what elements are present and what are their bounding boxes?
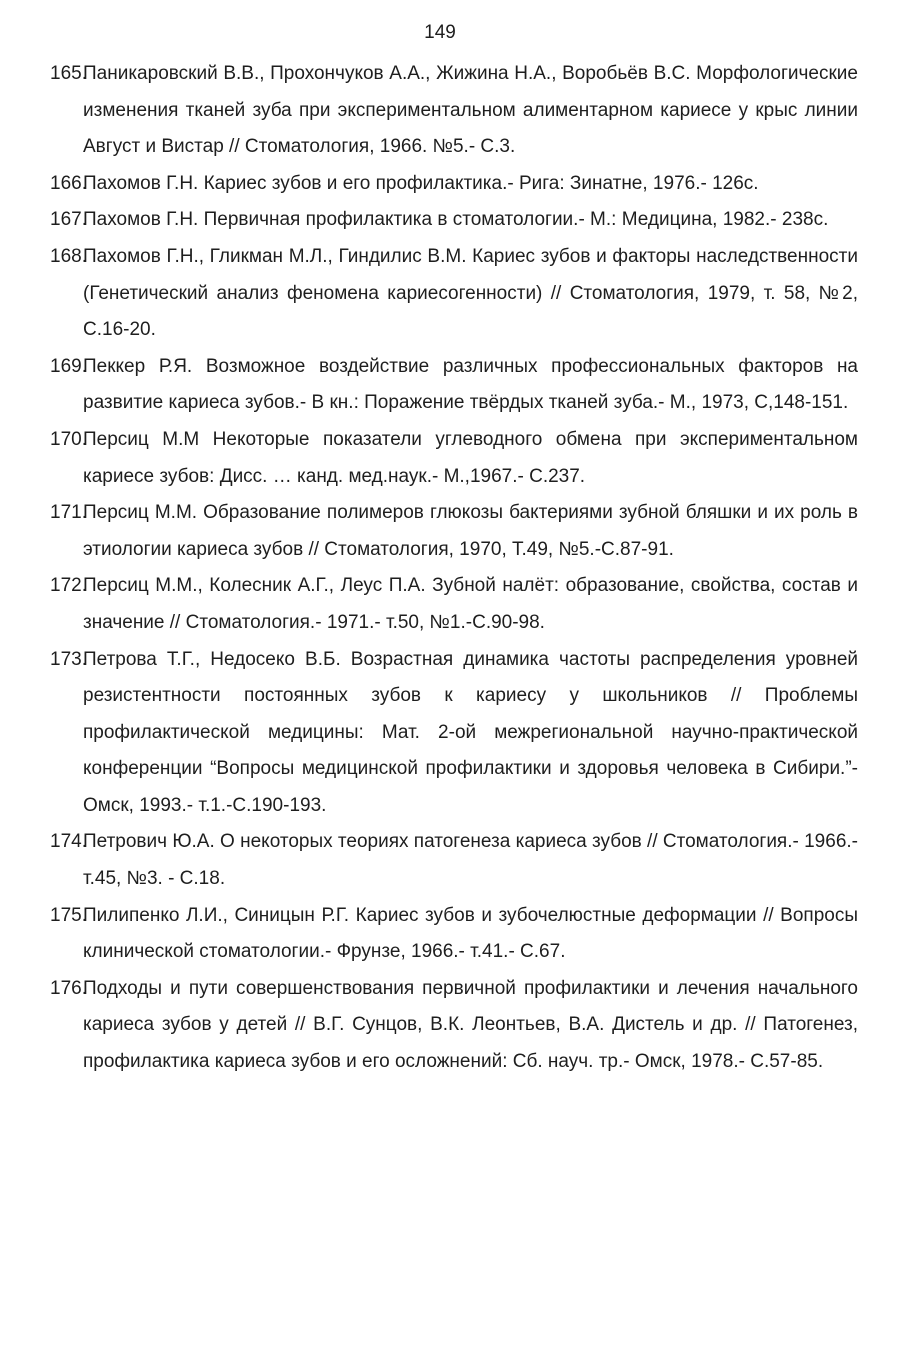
- reference-number: 171.: [50, 502, 87, 524]
- reference-text: Пеккер Р.Я. Возможное воздействие различных профессиональных факторов на развитие кариеса зубов.- В кн.: Поражение твёрдых тканей зуба.- М., 1973, С,148-151.: [83, 355, 858, 414]
- reference-item: [50, 495, 858, 568]
- reference-number: 173.: [50, 648, 87, 670]
- reference-item: [50, 349, 858, 422]
- reference-text: Пилипенко Л.И., Синицын Р.Г. Кариес зубов и зубочелюстные деформации // Вопросы клинической стоматологии.- Фрунзе, 1966.- т.41.- С.67.: [83, 904, 858, 963]
- reference-item: [50, 971, 858, 1081]
- reference-text: Подходы и пути совершенствования первичной профилактики и лечения начального кариеса зубов у детей // В.Г. Сунцов, В.К. Леонтьев, В.А. Дистель и др. // Патогенез, профилактика кариеса зубов и его осложнений: Сб. науч. тр.- Омск, 1978.- С.57-85.: [83, 977, 858, 1073]
- reference-number: 176.: [50, 977, 87, 999]
- reference-number: 168.: [50, 245, 87, 267]
- reference-number: 174.: [50, 831, 87, 853]
- reference-item: [50, 824, 858, 897]
- reference-item: [50, 898, 858, 971]
- reference-item: [50, 166, 858, 203]
- reference-text: Персиц М.М. Образование полимеров глюкозы бактериями зубной бляшки и их роль в этиологии кариеса зубов // Стоматология, 1970, Т.49, №5.-С.87-91.: [83, 502, 858, 560]
- reference-text: Пахомов Г.Н. Кариес зубов и его профилактика.- Рига: Зинатне, 1976.- 126с.: [83, 172, 759, 194]
- reference-item: [50, 642, 858, 825]
- reference-text: Петрович Ю.А. О некоторых теориях патогенеза кариеса зубов // Стоматология.- 1966.- т.45, №3. - С.18.: [83, 831, 858, 890]
- reference-text: Персиц М.М., Колесник А.Г., Леус П.А. Зубной налёт: образование, свойства, состав и значение // Стоматология.- 1971.- т.50, №1.-С.90-98.: [83, 575, 858, 633]
- reference-text: Паникаровский В.В., Прохончуков А.А., Жижина Н.А., Воробьёв В.С. Морфологические изменения тканей зуба при экспериментальном алиментарном кариесе у крыс линии Август и Вистар // Стоматология, 1966. №5.- С.3.: [83, 63, 858, 158]
- reference-number: 169.: [50, 355, 87, 377]
- reference-text: Пахомов Г.Н. Первичная профилактика в стоматологии.- М.: Медицина, 1982.- 238с.: [83, 209, 829, 231]
- reference-text: Пахомов Г.Н., Гликман М.Л., Гиндилис В.М. Кариес зубов и факторы наследственности (Генетический анализ феномена кариесогенности) // Стоматология, 1979, т. 58, №2, С.16-20.: [83, 245, 858, 341]
- reference-number: 166.: [50, 172, 87, 194]
- reference-number: 170.: [50, 428, 87, 450]
- reference-item: [50, 568, 858, 641]
- reference-number: 172.: [50, 575, 87, 597]
- reference-text: Петрова Т.Г., Недосеко В.Б. Возрастная динамика частоты распределения уровней резистентности постоянных зубов к кариесу у школьников // Проблемы профилактической медицины: Мат. 2-ой межрегиональной научно-практической конференции “Вопросы медицинской профилактики и здоровья человека в Сибири.”- Омск, 1993.- т.1.-С.190-193.: [83, 648, 858, 816]
- reference-item: [50, 422, 858, 495]
- reference-item: [50, 239, 858, 349]
- reference-number: 175.: [50, 904, 87, 926]
- reference-text: Персиц М.М Некоторые показатели углеводного обмена при экспериментальном кариесе зубов: Дисс. … канд. мед.наук.- М.,1967.- С.237.: [83, 428, 858, 487]
- reference-item: [50, 56, 858, 166]
- reference-number: 167.: [50, 209, 87, 231]
- reference-number: 165.: [50, 63, 87, 84]
- reference-list: [50, 56, 858, 1081]
- page-number: 149: [424, 22, 456, 43]
- reference-item: [50, 202, 858, 239]
